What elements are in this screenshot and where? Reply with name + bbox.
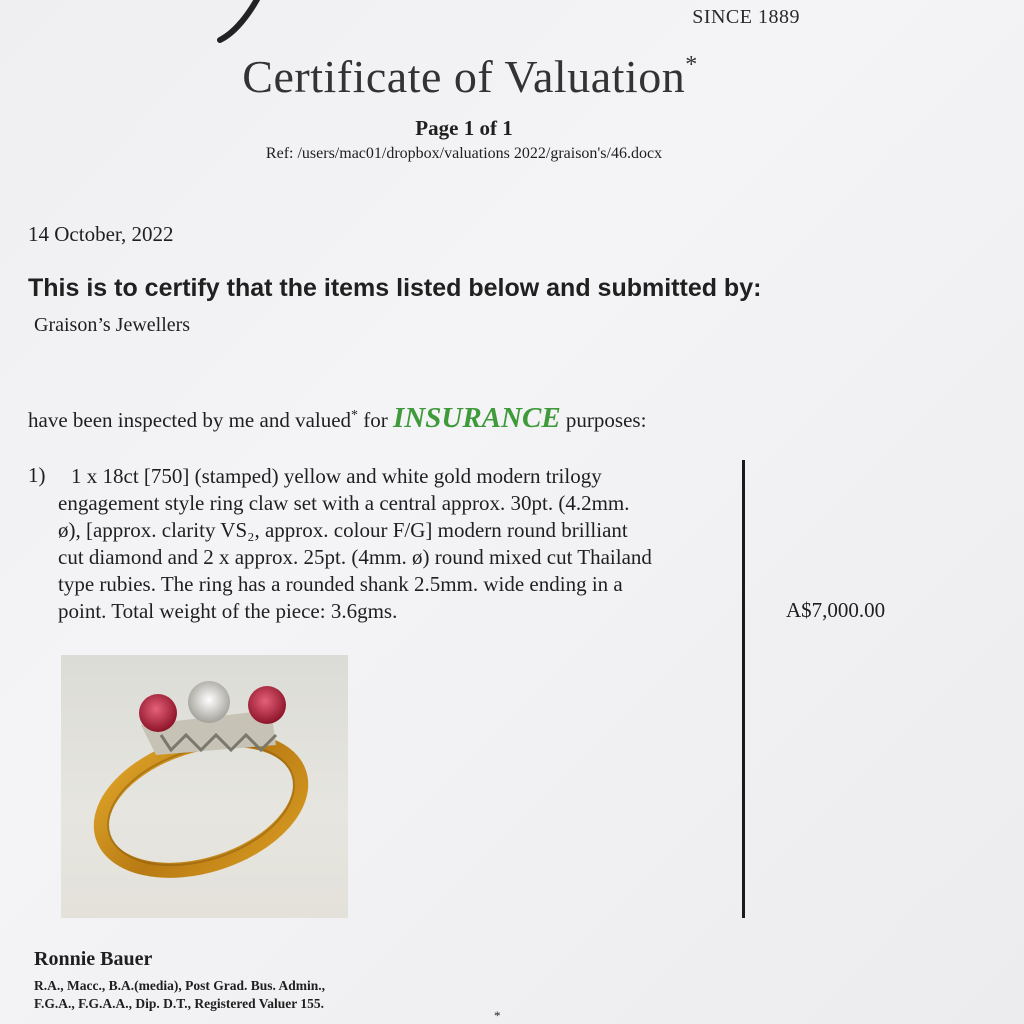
valuer-qualifications xyxy=(34,977,325,1013)
certify-heading: This is to certify that the items listed below and submitted by: xyxy=(28,274,762,302)
submitter-name: Graison’s Jewellers xyxy=(34,314,191,336)
purposes-text: purposes: xyxy=(560,408,647,432)
insurance-word: INSURANCE xyxy=(393,402,561,434)
title-text: Certificate of Valuation xyxy=(242,51,686,102)
page-number: Page 1 of 1 xyxy=(415,116,513,140)
valued-asterisk: * xyxy=(351,408,359,423)
ruby-left xyxy=(139,694,177,732)
valuer-name: Ronnie Bauer xyxy=(34,948,153,970)
for-text: for xyxy=(358,408,394,432)
item-description xyxy=(58,463,748,625)
certificate-date: 14 October, 2022 xyxy=(28,222,174,246)
qualifications-line: R.A., Macc., B.A.(media), Post Grad. Bus. Admin., xyxy=(34,978,325,993)
qualifications-line: F.G.A., F.G.A.A., Dip. D.T., Registered Valuer 155. xyxy=(34,996,325,1011)
document-reference: Ref: /users/mac01/dropbox/valuations 2022/graison's/46.docx xyxy=(265,145,663,162)
ruby-right xyxy=(248,686,286,724)
inspection-statement xyxy=(28,402,646,435)
title-asterisk: * xyxy=(685,52,698,78)
inspection-text: have been inspected by me and valued xyxy=(28,408,352,432)
item-number: 1) xyxy=(28,463,46,487)
description-line: type rubies. The ring has a rounded shank 2.5mm. wide ending in a xyxy=(58,572,623,596)
ring-illustration xyxy=(61,655,348,918)
logo-swash xyxy=(200,0,290,50)
column-divider xyxy=(742,460,745,918)
footer-asterisk: * xyxy=(494,1008,501,1023)
description-line: cut diamond and 2 x approx. 25pt. (4mm. ø) round mixed cut Thailand xyxy=(58,545,652,569)
ring-photo xyxy=(61,655,348,918)
since-year: SINCE 1889 xyxy=(692,6,800,28)
item-value: A$7,000.00 xyxy=(786,598,886,622)
description-line: point. Total weight of the piece: 3.6gms. xyxy=(58,599,398,623)
page-title xyxy=(0,50,940,103)
description-line: engagement style ring claw set with a central approx. 30pt. (4.2mm. xyxy=(58,491,630,515)
description-line: ø), [approx. clarity VS₂, approx. colour F/G] modern round brilliant xyxy=(58,518,628,542)
central-diamond xyxy=(188,681,230,723)
description-line: 1 x 18ct [750] (stamped) yellow and white gold modern trilogy xyxy=(71,464,602,488)
